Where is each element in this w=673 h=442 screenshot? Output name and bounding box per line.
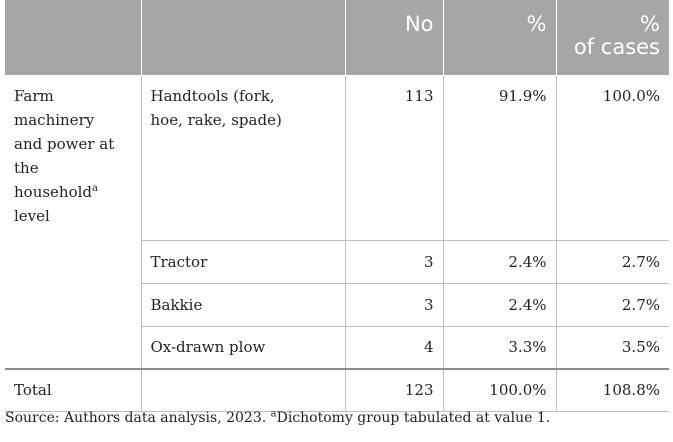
- header-percent-of-cases: [556, 0, 669, 75]
- item-cell: Tractor: [141, 240, 345, 283]
- header-cases-line2: of cases: [573, 35, 660, 59]
- farm-machinery-table: [5, 0, 669, 412]
- item-label-line: hoe, rake, spade): [150, 110, 282, 129]
- header-percent: [443, 0, 556, 75]
- group-label-footnote-mark: a: [92, 182, 98, 194]
- cases-cell: 3.5%: [556, 326, 669, 369]
- table-header-row: [5, 0, 669, 75]
- header-percent-label: %: [526, 12, 547, 36]
- footnote-mark: a: [270, 408, 277, 420]
- group-label-line: Farm: [14, 86, 54, 105]
- item-label-line: Handtools (fork,: [150, 86, 275, 105]
- total-label-cell: Total: [5, 369, 141, 411]
- item-cell: Ox-drawn plow: [141, 326, 345, 369]
- group-label-line: the: [14, 158, 39, 177]
- group-label-line: level: [14, 206, 50, 225]
- group-label-line: household: [14, 182, 93, 201]
- total-cases-cell: 108.8%: [556, 369, 669, 411]
- table-footnote: [5, 408, 669, 428]
- header-no: [345, 0, 443, 75]
- total-row: [5, 369, 669, 411]
- source-note: Source: Authors data analysis, 2023.: [5, 410, 267, 426]
- no-cell: 3: [345, 240, 443, 283]
- cases-cell: 2.7%: [556, 240, 669, 283]
- no-cell: 113: [345, 75, 443, 240]
- percent-cell: 2.4%: [443, 283, 556, 326]
- data-table-container: [5, 0, 669, 412]
- header-no-label: No: [404, 12, 434, 36]
- header-cases-line1: %: [640, 12, 660, 36]
- header-category: [5, 0, 141, 75]
- item-cell: Bakkie: [141, 283, 345, 326]
- total-no-cell: 123: [345, 369, 443, 411]
- header-item: [141, 0, 345, 75]
- group-label-cell: [5, 75, 141, 369]
- group-label-line: machinery: [14, 110, 95, 129]
- no-cell: 3: [345, 283, 443, 326]
- percent-cell: 3.3%: [443, 326, 556, 369]
- total-empty-cell: [141, 369, 345, 411]
- item-cell: [141, 75, 345, 240]
- total-percent-cell: 100.0%: [443, 369, 556, 411]
- table-row: [5, 75, 669, 240]
- percent-cell: 2.4%: [443, 240, 556, 283]
- group-label-line: and power at: [14, 134, 115, 153]
- no-cell: 4: [345, 326, 443, 369]
- percent-cell: 91.9%: [443, 75, 556, 240]
- cases-cell: 2.7%: [556, 283, 669, 326]
- dichotomy-note: Dichotomy group tabulated at value 1.: [276, 410, 551, 426]
- cases-cell: 100.0%: [556, 75, 669, 240]
